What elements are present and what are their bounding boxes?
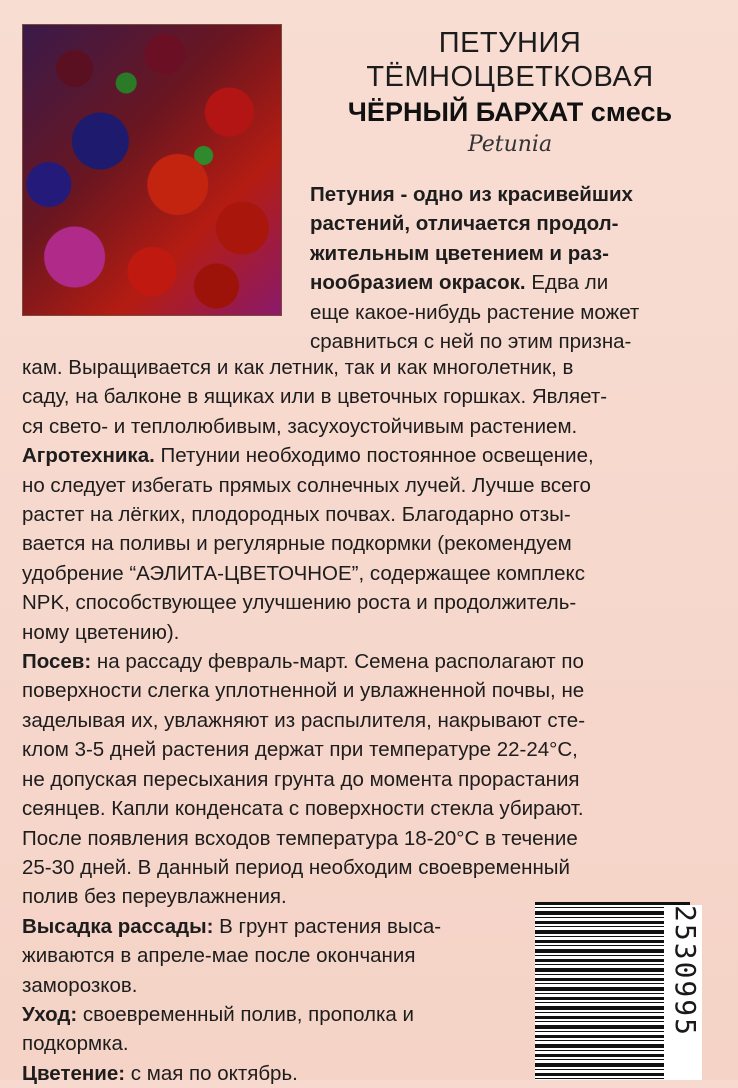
title-line-2: ТЁМНОЦВЕТКОВАЯ	[366, 61, 654, 93]
section-flowering: Цветение: с мая по октябрь.	[22, 1061, 298, 1085]
intro-line: растений, отличается продол-	[310, 212, 619, 236]
section-sowing: Посев: на рассаду февраль-март. Семена располагают по поверхности слегка уплотненной и увлажненной почвы, не заделывая их, увлажняют из распылителя, накрывают сте- клом 3-5 дней растения держат при температуре 22-24°C, не допуская пересыхания грунта до момента прорастания сеянцев. Капли конденсата с поверхности стекла убирают. После появления всходов температура 18-20°C в течение 25-30 дней. В данный период необходим своевременный полив без переувлажнения.	[22, 650, 586, 909]
section-agrotech: Агротехника. Петунии необходимо постоянное освещение, но следует избегать прямых солнечных лучей. Лучше всего растет на лёгких, плодородных почвах. Благодарно отзы- вается на поливы и регулярные подкормки (рекомендуем удобрение “АЭЛИТА-ЦВЕТОЧНОЕ”, содержащее комплекс NPK, способствующее улучшению роста и продолжитель- ному цветению).	[22, 444, 594, 644]
section-heading: Цветение:	[22, 1061, 126, 1085]
title-block	[300, 26, 720, 160]
section-heading: Уход:	[22, 1002, 78, 1026]
intro-line: еще какое-нибудь растение может	[310, 300, 640, 324]
barcode-number: 2530995	[664, 905, 702, 1080]
section-transplant: Высадка рассады: В грунт растения выса- живаются в апреле-мае после окончания заморозков.	[22, 914, 442, 997]
title-line-1: ПЕТУНИЯ	[438, 27, 582, 59]
intro-line: ся свето- и теплолюбивым, засухоустойчивым растением.	[22, 414, 578, 438]
intro-line: нообразием окрасок. Едва ли	[310, 271, 609, 295]
intro-text-right	[310, 180, 718, 356]
section-heading: Агротехника.	[22, 444, 155, 468]
petunia-photo	[22, 24, 282, 316]
section-heading: Посев:	[22, 650, 92, 674]
intro-line: жительным цветением и раз-	[310, 241, 609, 265]
section-heading: Высадка рассады:	[22, 914, 214, 938]
intro-line: кам. Выращивается и как летник, так и как многолетник, в	[22, 356, 574, 379]
intro-line: Петуния - одно из красивейших	[310, 183, 633, 206]
title-latin: Petunia	[467, 132, 553, 157]
title-variety: ЧЁРНЫЙ БАРХАТ смесь	[347, 97, 673, 127]
intro-line: саду, на балконе в ящиках или в цветочных горшках. Являет-	[22, 385, 608, 409]
intro-line: сравниться с ней по этим призна-	[310, 330, 632, 354]
section-care: Уход: своевременный полив, прополка и подкормка.	[22, 1002, 414, 1056]
